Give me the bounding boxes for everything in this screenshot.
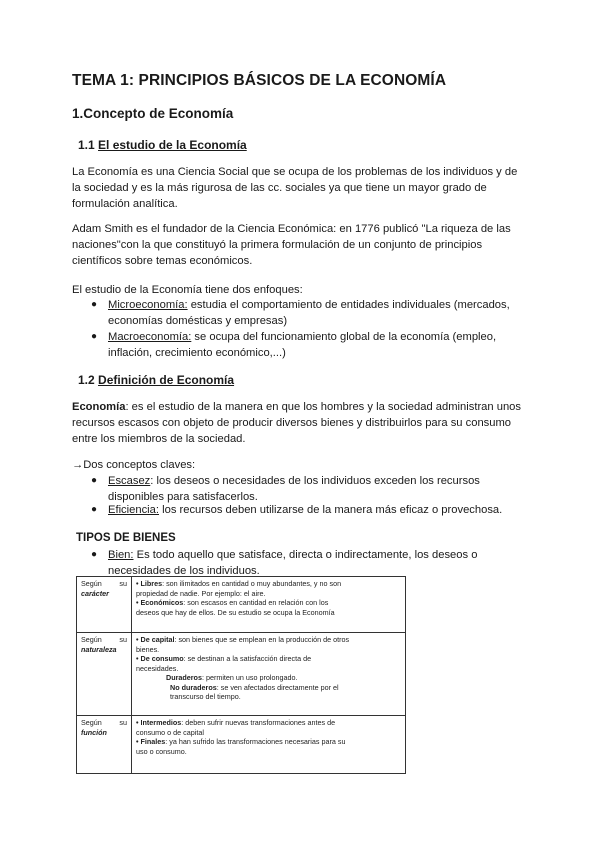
- term-definition: estudia el comportamiento de entidades individuales (mercados,: [187, 299, 510, 311]
- table-cell-line: [136, 579, 401, 589]
- term-definition: necesidades de los individuos.: [108, 565, 260, 577]
- table-cell-text: : deben sufrir nuevas transformaciones antes de: [181, 718, 336, 727]
- table-body: [77, 577, 406, 774]
- label-segun: Según: [81, 579, 102, 588]
- bullet-icon: ●: [91, 504, 98, 515]
- term-definition: inflación, crecimiento económico,...): [108, 347, 286, 359]
- table-cell-text: : permiten un uso prolongado.: [201, 673, 298, 682]
- table-cell-term: • Libres: [136, 579, 163, 588]
- subsection-number: 1.1: [78, 138, 95, 152]
- table-cell-line: [136, 673, 401, 683]
- table-cell-text: : ya han sufrido las transformaciones necesarias para su: [165, 737, 346, 746]
- tipos-bienes-heading: TIPOS DE BIENES: [76, 532, 176, 544]
- label-segun: Según: [81, 635, 102, 644]
- label-su: su: [119, 635, 127, 644]
- table-cell-line: [136, 747, 401, 757]
- table-row-label: [77, 633, 132, 716]
- table-cell-line: [136, 718, 401, 728]
- enfoques-intro: El estudio de la Economía tiene dos enfoques:: [72, 284, 303, 296]
- paragraph-adam-smith: [72, 221, 524, 269]
- table-cell-text: : son ilimitados en cantidad o muy abundantes, y no son: [162, 579, 342, 588]
- label-criterion: naturaleza: [81, 644, 117, 654]
- table-cell-term: • Económicos: [136, 598, 184, 607]
- label-criterion: carácter: [81, 588, 109, 598]
- term-definition: economías domésticas y empresas): [108, 315, 288, 327]
- term-macroeconomia: Macroeconomía:: [108, 331, 192, 343]
- table-row: [77, 716, 406, 774]
- table-cell-line: [136, 635, 401, 645]
- paragraph-line: naciones"con la que constituyó la primera formulación de un conjunto de principios: [72, 239, 483, 251]
- table-cell-text: : se ven afectados directamente por el: [216, 682, 339, 692]
- term-eficiencia: Eficiencia:: [108, 504, 159, 516]
- table-cell-text: transcurso del tiempo.: [170, 692, 241, 701]
- table-row-content: [132, 633, 406, 716]
- table-cell-line: [136, 645, 401, 655]
- list-item-escasez: [108, 473, 480, 505]
- paragraph-line: Adam Smith es el fundador de la Ciencia Económica: en 1776 publicó "La riqueza de las: [72, 223, 511, 235]
- table-cell-text: : son escasos en cantidad en relación con los: [183, 598, 329, 607]
- paragraph-line: la sociedad y es la más rigurosa de las cc. sociales ya que tiene un mayor grado de: [72, 182, 487, 194]
- table-row-content: [132, 716, 406, 774]
- table-cell-text: propiedad de nadie. Por ejemplo: el aire.: [136, 588, 266, 598]
- section-heading-concepto: 1.Concepto de Economía: [72, 106, 234, 121]
- table-cell-term: • Finales: [136, 737, 166, 746]
- table-cell-line: [136, 728, 401, 738]
- table-cell-text: uso o consumo.: [136, 746, 187, 756]
- bullet-icon: ●: [91, 475, 98, 486]
- subsection-label: El estudio de la Economía: [98, 138, 247, 152]
- table-cell-line: [136, 692, 401, 702]
- term-definition: : los deseos o necesidades de los individuos exceden los recursos: [150, 475, 480, 487]
- term-microeconomia: Microeconomía:: [108, 299, 188, 311]
- list-item-macroeconomia: [108, 329, 496, 361]
- term-definition: : es el estudio de la manera en que los hombres y la sociedad administran unos: [125, 401, 521, 413]
- table-cell-text: necesidades.: [136, 663, 179, 673]
- table-cell-term: • Intermedios: [136, 718, 182, 727]
- table-cell-term: • De consumo: [136, 654, 184, 663]
- term-definition: se ocupa del funcionamiento global de la economía (empleo,: [191, 331, 497, 343]
- term-bien: Bien:: [108, 549, 134, 561]
- list-item-bien: [108, 547, 477, 579]
- bullet-icon: ●: [91, 549, 98, 560]
- label-su: su: [119, 718, 127, 727]
- document-title: TEMA 1: PRINCIPIOS BÁSICOS DE LA ECONOMÍA: [72, 72, 447, 89]
- table-cell-line: [136, 598, 401, 608]
- subsection-heading-1-1: [78, 138, 247, 152]
- table-cell-line: [136, 654, 401, 664]
- table-cell-line: [136, 608, 401, 618]
- bullet-icon: ●: [91, 299, 98, 310]
- table-row-content: [132, 577, 406, 633]
- paragraph-definicion: [72, 399, 524, 447]
- table-cell-term: No duraderos: [170, 682, 217, 692]
- table-row: [77, 577, 406, 633]
- paragraph-line: La Economía es una Ciencia Social que se ocupa de los problemas de los individuos y de: [72, 166, 518, 178]
- table-cell-text: bienes.: [136, 644, 160, 654]
- table-cell-text: : son bienes que se emplean en la producción de otros: [174, 635, 350, 644]
- paragraph-line: entre los miembros de la sociedad.: [72, 433, 246, 445]
- label-su: su: [119, 579, 127, 588]
- conceptos-intro: →Dos conceptos claves:: [72, 459, 196, 471]
- table-cell-term: • De capital: [136, 635, 175, 644]
- table-cell-line: [136, 683, 401, 693]
- term-economia: Economía: [72, 401, 126, 413]
- term-definition: disponibles para satisfacerlos.: [108, 491, 258, 503]
- label-segun: Según: [81, 718, 102, 727]
- table-cell-text: consumo o de capital: [136, 727, 204, 737]
- tipos-bienes-table: [76, 576, 406, 774]
- table-cell-text: deseos que hay de ellos. De su estudio se ocupa la Economía: [136, 607, 335, 617]
- table-cell-text: : se destinan a la satisfacción directa de: [183, 654, 312, 663]
- list-item-eficiencia: [108, 502, 502, 518]
- term-definition: los recursos deben utilizarse de la manera más eficaz o provechosa.: [159, 504, 503, 516]
- subsection-label: Definición de Economía: [98, 373, 235, 387]
- bullet-icon: ●: [91, 331, 98, 342]
- table-cell-line: [136, 589, 401, 599]
- list-item-microeconomia: [108, 297, 510, 329]
- paragraph-economia-ciencia-social: [72, 164, 524, 212]
- subsection-number: 1.2: [78, 373, 95, 387]
- subsection-heading-1-2: [78, 373, 234, 387]
- table-row: [77, 633, 406, 716]
- term-definition: Es todo aquello que satisface, directa o indirectamente, los deseos o: [133, 549, 478, 561]
- paragraph-line: científicos sobre temas económicos.: [72, 255, 253, 267]
- table-cell-line: [136, 664, 401, 674]
- table-row-label: [77, 577, 132, 633]
- table-cell-term: Duraderos: [166, 673, 202, 682]
- term-escasez: Escasez: [108, 475, 151, 487]
- paragraph-line: recursos escasos con objeto de producir diversos bienes y distribuirlos para su consumo: [72, 417, 512, 429]
- table-row-label: [77, 716, 132, 774]
- table-cell-line: [136, 737, 401, 747]
- paragraph-line: formulación analítica.: [72, 198, 178, 210]
- label-criterion: función: [81, 727, 107, 737]
